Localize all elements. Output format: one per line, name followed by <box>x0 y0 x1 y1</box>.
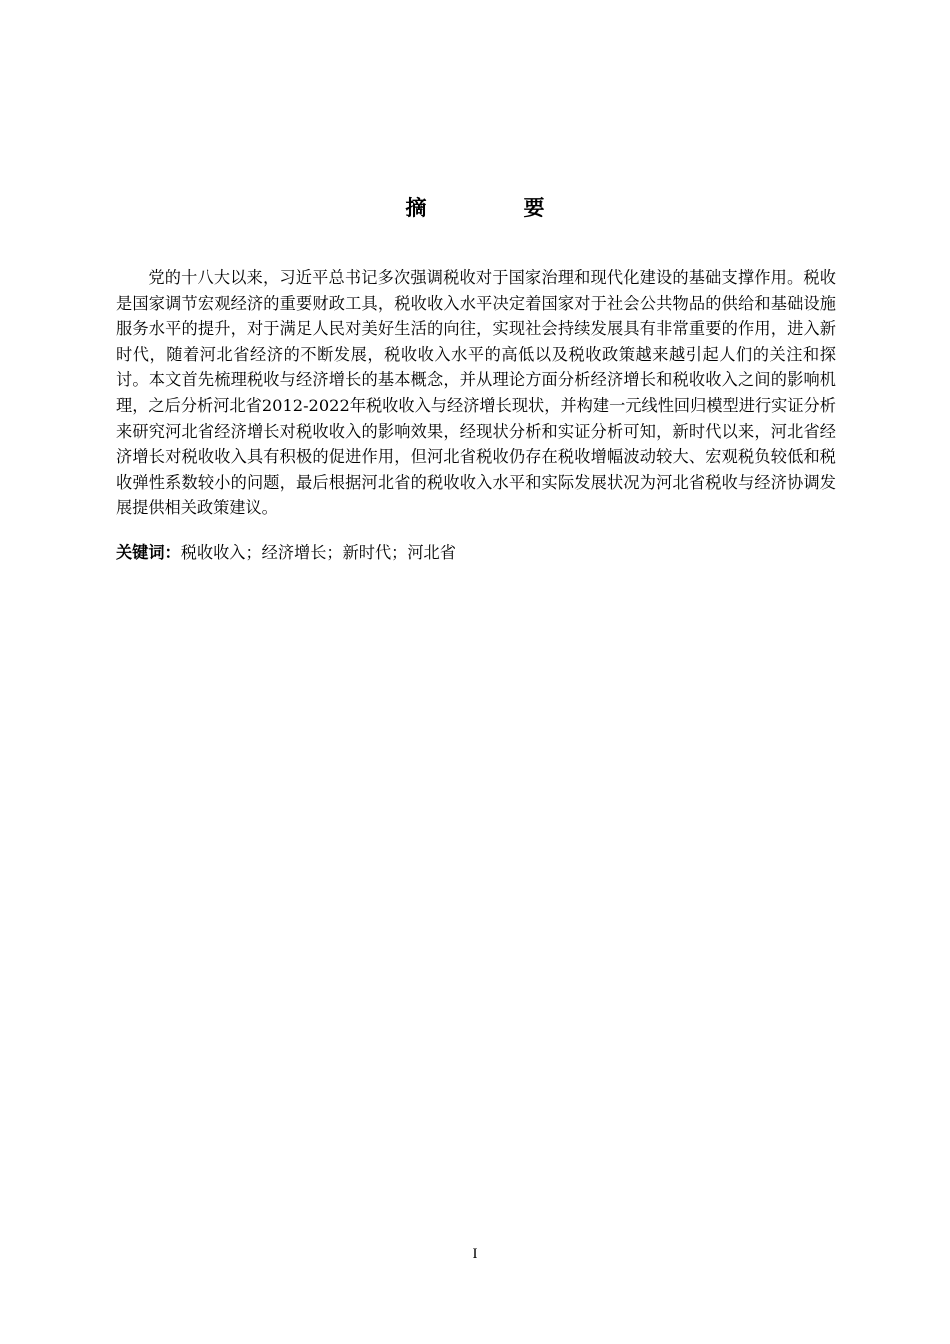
keywords-label: 关键词： <box>116 543 181 562</box>
keywords-line <box>116 540 836 566</box>
page-number: I <box>472 1246 478 1262</box>
abstract-title: 摘 要 <box>405 196 583 220</box>
keywords-value: 税收收入；经济增长；新时代；河北省 <box>180 543 456 562</box>
abstract-body: 党的十八大以来，习近平总书记多次强调税收对于国家治理和现代化建设的基础支撑作用。税收是国家调节宏观经济的重要财政工具，税收收入水平决定着国家对于社会公共物品的供给和基础设施服务水平的提升，对于满足人民对美好生活的向往，实现社会持续发展具有非常重要的作用，进入新时代，随着河北省经济的不断发展，税收收入水平的高低以及税收政策越来越引起人们的关注和探讨。本文首先梳理税收与经济增长的基本概念，并从理论方面分析经济增长和税收收入之间的影响机理，之后分析河北省2012-2022年税收收入与经济增长现状，并构建一元线性回归模型进行实证分析来研究河北省经济增长对税收收入的影响效果，经现状分析和实证分析可知，新时代以来，河北省经济增长对税收收入具有积极的促进作用，但河北省税收仍存在税收增幅波动较大、宏观税负较低和税收弹性系数较小的问题，最后根据河北省的税收收入水平和实际发展状况为河北省税收与经济协调发展提供相关政策建议。 <box>116 268 836 518</box>
